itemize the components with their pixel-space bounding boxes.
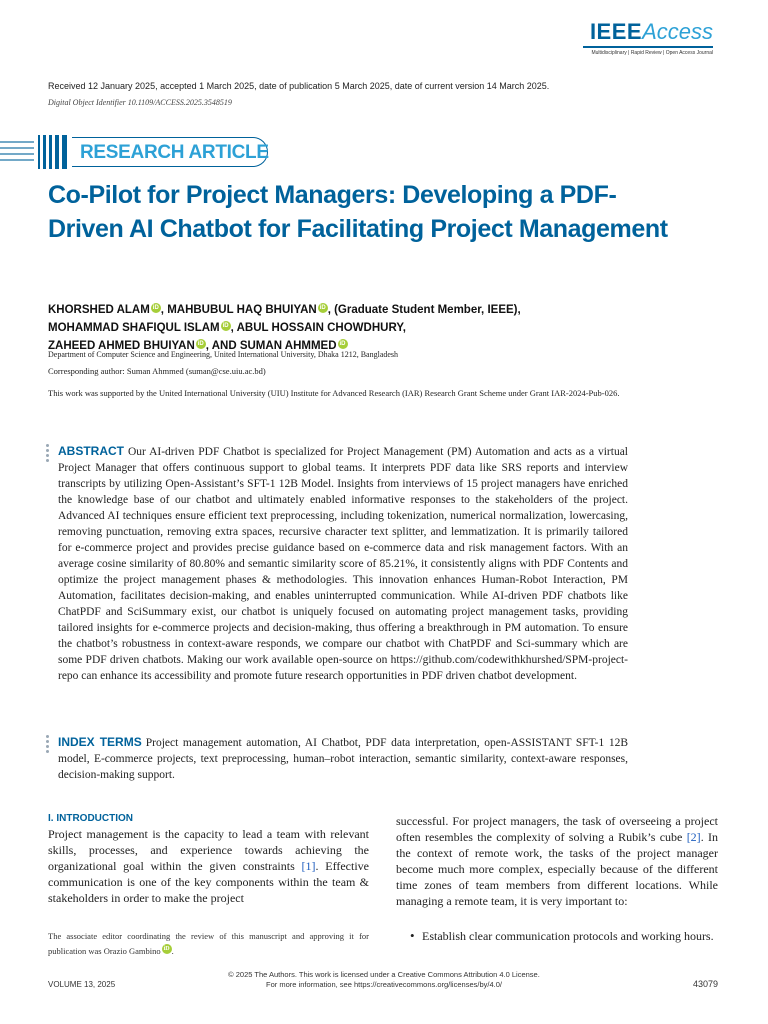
author-list: KHORSHED ALAM iD , MAHBUBUL HAQ BHUIYAN iD , (Graduate Student Member, IEEE), MOHAMMAD SHAFIQUL ISLAM iD , ABUL HOSSAIN CHOWDHURY, ZAHEED AHMED BHUIYAN iD , AND SUMAN AHMMED iD (48, 304, 521, 352)
index-terms (58, 734, 628, 783)
volume-label: VOLUME 13, 2025 (48, 980, 116, 989)
orcid-icon[interactable]: iD (339, 341, 346, 347)
ieee-access-logo (583, 20, 713, 44)
author-name: KHORSHED ALAM (48, 304, 150, 316)
funding-statement: This work was supported by the United International University (UIU) Institute for Advanced Research (IAR) Research Grant Scheme under Grant IAR-2024-Pub-026. (48, 388, 620, 398)
intro-paragraph-right (396, 813, 718, 909)
article-type-banner (0, 133, 272, 171)
author-name: MOHAMMAD SHAFIQUL ISLAM (48, 322, 220, 334)
footnote-text: The associate editor coordinating the review of this manuscript and approving it for publication was Orazio Gambino (48, 931, 369, 956)
author-name: ABUL HOSSAIN CHOWDHURY, (236, 322, 406, 334)
intro-left-column (48, 813, 369, 906)
orcid-icon[interactable]: iD (222, 323, 229, 329)
intro-text: Project management is the capacity to lead a team with relevant skills, processes, and experience towards achieving the organizational goal within the given constraints (48, 827, 369, 873)
article-type-label: RESEARCH ARTICLE (80, 142, 269, 163)
list-item (396, 928, 718, 944)
logo-access: Access (642, 19, 713, 44)
author-name: MAHBUBUL HAQ BHUIYAN (167, 304, 317, 316)
logo-ieee: IEEE (589, 19, 643, 44)
abstract-text: Our AI-driven PDF Chatbot is specialized for Project Management (PM) Automation and acts as a virtual Project Manager that offers continuous support to global teams. It interprets PDF data like SRS reports and interview transcripts by utilizing Open-Assistant’s SFT-1 12B Model. Insights from interviews of 15 project managers have enriched the knowledge base of our chatbot and ultimately enabled informative responses to the stakeholders of the project. Advanced AI techniques ensure efficient text preprocessing, including tokenization, numerical normalization, lowercasing, removing punctuation, removing extra spaces, recursive character text splitter, and lemmatization. It is primarily tailored for e-commerce project and provides precise guidance based on e-commerce data and risk management factors. With an average cosine similarity of 80.80% and semantic similarity score of 85.21%, it consistently aligns with PDF Contents and optimize the project management phases & methodologies. This innovation enhances Human-Robot Interaction, PM Automation, facilitates decision-making, and enables uninterrupted communication. While AI-driven PDF chatbots like ChatPDF and SciSummary exist, our chatbot is uniquely focused on automating project management tasks, providing tailored insights for e-commerce projects and decision-making, thus offering a breakthrough in PM automation. To ensure the chatbot’s robustness in context-aware responds, we compare our chatbot with ChatPDF and Sci-summary which are some PDF driven chatbots. Making our work available open-source on https://github.com/codewithkhurshed/SPM-project-repo can enhance its accessibility and promote future research opportunities in PDF driven chatbot development. (58, 446, 628, 682)
intro-text: successful. For project managers, the task of overseeing a project often resembles the complexity of solving a Rubik’s cube (396, 814, 718, 844)
editor-footnote: The associate editor coordinating the review of this manuscript and approving it for publication was Orazio Gambino iD . (48, 931, 369, 956)
license-notice (0, 970, 768, 990)
page-number: 43079 (692, 979, 718, 989)
intro-text: . Effective communication is one of the key components within the team & stakeholders in order to make the project (48, 859, 369, 905)
corresponding-author: Corresponding author: Suman Ahmmed (suman@cse.uiu.ac.bd) (48, 366, 266, 376)
index-terms-label: INDEX TERMS (58, 735, 142, 749)
abstract-dots-icon (46, 444, 50, 464)
intro-paragraph-left (48, 826, 369, 906)
author-name: AND SUMAN AHMMED (211, 340, 337, 352)
license-link[interactable]: For more information, see https://creativecommons.org/licenses/by/4.0/ (266, 980, 502, 989)
bullet-icon: • (410, 928, 415, 943)
citation-link[interactable]: [1] (301, 859, 316, 873)
journal-masthead (583, 20, 713, 56)
author-name: ZAHEED AHMED BHUIYAN (48, 340, 195, 352)
paper-title: Co-Pilot for Project Managers: Developing a PDF-Driven AI Chatbot for Facilitating Project Management (48, 181, 668, 243)
banner-stripes-icon (0, 133, 72, 171)
orcid-icon[interactable]: iD (152, 305, 159, 311)
author-membership: (Graduate Student Member, IEEE), (334, 304, 521, 316)
affiliation: Department of Computer Science and Engineering, United International University, Dhaka 1212, Bangladesh (48, 350, 399, 359)
index-terms-dots-icon (46, 735, 50, 755)
orcid-icon[interactable]: iD (197, 341, 204, 347)
doi: Digital Object Identifier 10.1109/ACCESS.2025.3548519 (48, 98, 232, 107)
intro-text: . In the context of remote work, the tasks of the project manager become much more complex, especially because of the different time zones of team members from different locations. While managing a remote team, it is very important to: (396, 830, 718, 908)
masthead-rule (583, 46, 713, 48)
abstract (58, 443, 628, 684)
license-line: © 2025 The Authors. This work is licensed under a Creative Commons Attribution 4.0 License. (228, 970, 540, 979)
index-terms-text: Project management automation, AI Chatbot, PDF data interpretation, open-ASSISTANT SFT-1 12B model, E-commerce projects, text preprocessing, human–robot interaction, semantic similarity, context-aware responses, decision-making support. (58, 737, 628, 781)
abstract-label: ABSTRACT (58, 444, 124, 458)
orcid-icon[interactable]: iD (319, 305, 326, 311)
intro-right-column (396, 813, 718, 909)
masthead-tagline: Multidisciplinary | Rapid Review | Open Access Journal (591, 50, 713, 56)
orcid-icon[interactable]: iD (163, 946, 170, 952)
list-item-text: Establish clear communication protocols and working hours. (422, 929, 714, 943)
section-heading: I. INTRODUCTION (48, 813, 133, 824)
received-dates: Received 12 January 2025, accepted 1 March 2025, date of publication 5 March 2025, date of current version 14 March 2025. (48, 81, 550, 91)
citation-link[interactable]: [2] (686, 830, 701, 844)
